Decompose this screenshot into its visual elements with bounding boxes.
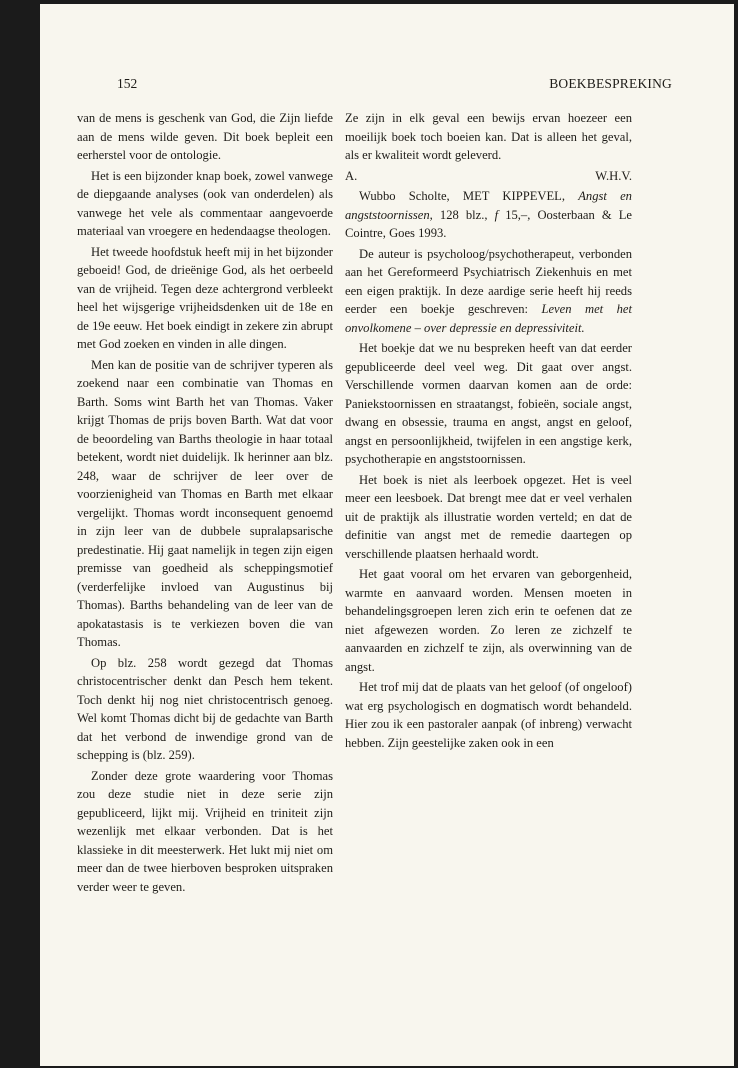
book-citation [345, 187, 632, 243]
citation-pages: 128 blz., [432, 207, 488, 222]
paragraph [345, 245, 632, 338]
paragraph: van de mens is geschenk van God, die Zijn liefde aan de mens wilde geven. Dit boek bepleit een eerherstel voor de ontologie. [77, 111, 333, 162]
review-signature [345, 167, 632, 186]
paragraph: Het boekje dat we nu bespreken heeft van dat eerder gepubliceerde deel veel weg. Dit gaat over angst. Verschillende vormen daarvan komen aan de orde: Paniekstoornissen en straatangst, fobieën, sociale angst, dwang en obsessie, trauma en angst, angst en geloof, angst en persoonlijkheid, twijfelen in een angstige kerk, psychotherapie en angststoornissen. [345, 341, 632, 466]
paragraph: Op blz. 258 wordt gezegd dat Thomas christocentrischer denkt dan Pesch hem tekent. Toch denkt hij nog niet christocentrisch genoeg. Wel komt Thomas dicht bij de gedachte van Barth dat het verbond de inwendige grond van de schepping is (blz. 259). [77, 655, 333, 762]
citation-author-title: Wubbo Scholte, MET KIPPEVEL, [359, 189, 566, 203]
running-head: BOEKBESPREKING [549, 76, 672, 91]
book-title-italic: Leven met het onvolkomene – over depressie en depressiviteit. [345, 302, 632, 335]
paragraph: Ze zijn in elk geval een bewijs ervan hoezeer een moeilijk boek toch boeien kan. Dat is alleen het geval, als er kwaliteit wordt geleverd. [345, 111, 632, 162]
page-header [117, 76, 672, 94]
citation-publisher: 15,–, Oosterbaan & Le Cointre, Goes 1993. [345, 207, 633, 240]
paragraph: Men kan de positie van de schrijver typeren als zoekend naar een combinatie van Thomas en Barth. Soms wint Barth het van Thomas. Vaker krijgt Thomas de prijs boven Barth. Wat dat voor de beoordeling van Barths theologie in haar totaal betekent, wordt niet duidelijk. Ik herinner aan blz. 248, waar de schrijver de leer over de voorzienigheid van Thomas en Barth met elkaar vergelijkt. Thomas wordt inconsequent genoemd in zijn leer van de dubbele supralapsarische predestinatie. Hij gaat namelijk in tegen zijn eigen premisse van goedheid als scheppingsmotief (verderfelijke invloed van Augustinus bij Thomas). Barths behandeling van de leer van de apokatastasis is te verkiezen boven die van Thomas. [77, 357, 333, 649]
paragraph: Zonder deze grote waardering voor Thomas zou deze studie niet in deze serie zijn gepubliceerd, lijkt mij. Vrijheid en triniteit zijn wezenlijk met elkaar verbonden. Dat is het klassieke in dit meesterwerk. Het lukt mij niet om meer dan de twee hierboven besproken uitspraken verder weer te geven. [77, 768, 333, 894]
paragraph: Het trof mij dat de plaats van het geloof (of ongeloof) wat erg psychologisch en dogmatisch wordt behandeld. Hier zou ik een pastoraler aanpak (of inbreng) verwacht hebben. Zijn geestelijke zaken ook in een [345, 680, 632, 750]
citation-currency: f [494, 207, 499, 222]
paragraph: Het boek is niet als leerboek opgezet. Het is veel meer een leesboek. Dat brengt mee dat er veel verhalen uit de praktijk als illustratie worden verteld; en dat de definitie van angst met de remedie daartegen op verschillende plaatsen herhaald wordt. [345, 472, 632, 561]
paragraph: Het is een bijzonder knap boek, zowel vanwege de diepgaande analyses (ook van onderdelen) als vanwege het vele als commentaar aangevoerde materiaal van vroegere en hedendaagse theologen. [77, 168, 333, 238]
page-number: 152 [117, 76, 138, 91]
signature-initial: A. [345, 168, 358, 183]
right-column [345, 109, 632, 754]
citation-subtitle: Angst en angststoornissen, [345, 189, 632, 222]
left-column [77, 109, 333, 898]
signature-reviewer: W.H.V. [595, 168, 632, 183]
paragraph-text: De auteur is psycholoog/psychotherapeut, verbonden aan het Gereformeerd Psychiatrisch Ziekenhuis en met een eigen praktijk. In deze aardige serie heeft hij reeds eerder een boekje geschreven: [345, 246, 632, 316]
paragraph: Het gaat vooral om het ervaren van geborgenheid, warmte en aanvaard worden. Mensen moeten in behandelingsgroepen leren zich erin te oefenen dat ze niet afgewezen worden. Zo leren ze zichzelf te aanvaarden en zichzelf te zijn, als overwinning van de angst. [345, 567, 632, 674]
paragraph: Het tweede hoofdstuk heeft mij in het bijzonder geboeid! God, de drieënige God, als het oerbeeld van de vrijheid. Tegen deze achtergrond verbleekt heel het wijsgerige vrijheidsdenken uit de 18e en de 19e eeuw. Het boek eindigt in zekere zin abrupt met God zoeken en vinden in alle dingen. [77, 244, 333, 351]
